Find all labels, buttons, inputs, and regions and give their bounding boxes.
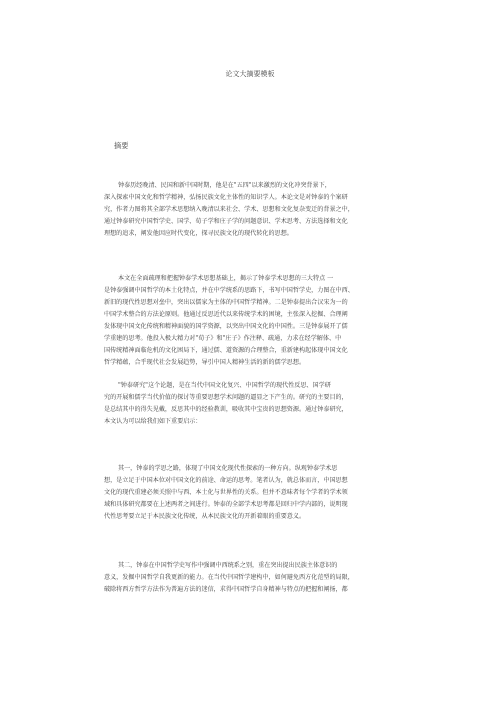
paragraph-line: 代性思考要立足于本民族文化传统，从本民族文化的开新着眼的重要意义。	[104, 513, 306, 520]
paragraph-line: 其一，钟泰的学思之路，体现了中国文化现代性探索的一种方向。纵观钟泰学术思	[118, 465, 338, 472]
paragraph-line: 是总结其中的得失见戴，反思其中的经验教训，吸收其中宝贵的思想资源。通过钟泰研究，	[104, 406, 348, 413]
paragraph-line: 新旧的现代性思想对垒中，突出以儒家为主体的中国哲学精神。二是钟泰提出合汉宋为一的	[104, 299, 348, 306]
paragraph-line: 中国学术整合的方法论原则。他通过反思近代以来传统学术的困境，主张深入挖掘、合理阐	[104, 311, 348, 318]
paragraph-line: 本文在全面疏理和把握钟泰学术思想基础上，揭示了钟泰学术思想的三大特点 一	[118, 275, 334, 282]
paragraph-line: 学重建的思考。他投入极大精力对"荀子》和"庄子》作注释、疏通，力求在经学解体、中	[104, 335, 342, 342]
paragraph-2	[104, 273, 398, 369]
paragraph-line: 文化的现代重建必须关照中与西、本土化与世界性的关系。但并不意味者每个学者的学术领	[104, 489, 348, 496]
paragraph-line: 破除将西方哲学方法作为普遍方法的迷信，求得中国哲学自身精神与特点的把握和阐扬，都	[104, 586, 348, 593]
paragraph-line: "钟泰研究"这个论题，是在当代中国文化复兴、中国哲学的现代性反思、国学研	[118, 382, 331, 389]
paragraph-line: 通过钟泰研究中国哲学史、国学、荀子学和庄子学的问题意识、学术思考、方法选择和文化	[104, 218, 348, 225]
paragraph-line: 究，作者力图将其全部学术思想纳入晚清以来社会、学术、思想和文化复杂变迁的背景之中，	[104, 206, 354, 213]
paragraph-1	[104, 180, 398, 240]
abstract-heading: 摘要	[114, 141, 129, 150]
paragraph-line: 钟泰历经晚清、民国和新中国时期，他是在"五四"以来激烈的文化冲突背景下，	[118, 182, 331, 189]
document-title: 论文大摘要模板	[225, 70, 275, 78]
paragraph-line: 想，是立足于中国本位对中国文化的前途、命运的思考。笔者认为，就总体而言，中国思想	[104, 477, 348, 484]
paragraph-line: 域和具体研究都要在上述两者之间进行。钟泰的全部学术思考都是回归中学内部的，说明现	[104, 501, 348, 508]
paragraph-line: 是钟泰强调中国哲学的本土化特点，并在中学统系的思路下，书写中国哲学史，力图在中西、	[104, 287, 354, 294]
paragraph-line: 意义，发掘中国哲学自我更新的能力。在当代中国哲学建构中，如何避免西方化范型的局限，	[104, 574, 354, 581]
paragraph-line: 哲学精蕴，合乎现代社会发展趋势，导引中国人精神生活的新的儒学思想。	[104, 359, 306, 366]
paragraph-line: 深入探索中国文化和哲学精神，弘扬民族文化主体性的知识学人。本论文是对钟泰的个案研	[104, 194, 348, 201]
paragraph-3	[104, 380, 398, 428]
paragraph-line: 本文认为可以给我们如下重要启示：	[104, 418, 202, 425]
paragraph-5	[104, 560, 398, 596]
paragraph-line: 其二，钟泰在中国哲学史写作中强调中西统系之别，重在突出提出民族主体意识的	[118, 562, 338, 569]
paragraph-line: 究的开展和儒学当代价值的探讨等重要思想学术问题的逼显之下产生的。研究的主要目的，	[104, 394, 348, 401]
paragraph-line: 理想的追求，阐发他因应时代变化，探寻民族文化的现代转化的思想。	[104, 230, 293, 237]
paragraph-line: 国传统精神面临危机的文化困局下，通过儒、道资源的合理整合，重新建构起体现中国文化	[104, 347, 348, 354]
paragraph-4	[104, 463, 398, 523]
paragraph-line: 发体现中国文化传统和精神面貌的国学资源，以突出中国文化的中国性。三是钟泰展开了儒	[104, 323, 348, 330]
